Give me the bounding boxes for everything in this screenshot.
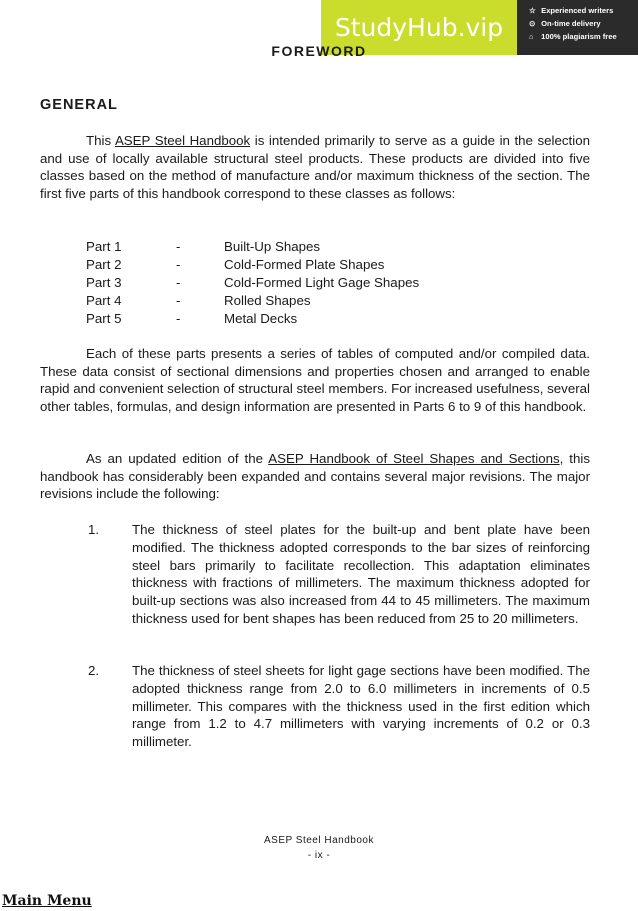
part-label: Part 4 xyxy=(86,292,122,308)
list-item: Part 4 - Rolled Shapes xyxy=(86,292,311,308)
footer-handbook-name: ASEP Steel Handbook xyxy=(264,835,374,846)
part-name: Metal Decks xyxy=(224,310,298,326)
revision-text: The thickness of steel sheets for light gage sections have been modified. The adopted thickness range from 2.0 to 6.0 millimeters in increments of 0.5 millimeter. This compares with the thickness used in the first edition which range from 1.2 to 4.7 millimeters with varying increments of 0.2 or 0.3 millimeter. xyxy=(132,663,590,750)
perk-text: Experienced writers xyxy=(541,6,614,15)
revision-text: The thickness of steel plates for the built-up and bent plate have been modified. The thickness adopted corresponds to the bar sizes of reinforcing steel bars primarily to facilitate recollection. This adaptation eliminates thickness with fractions of millimeters. The maximum thickness adopted for built-up sections was also increased from 44 to 45 millimeters. The maximum thickness used for bent shapes has been reduced from 25 to 20 millimeters. xyxy=(132,522,590,626)
perk-text: On-time delivery xyxy=(541,19,601,28)
part-label: Part 2 xyxy=(86,256,122,272)
list-item: Part 5 - Metal Decks xyxy=(86,310,298,326)
part-label: Part 3 xyxy=(86,274,122,290)
part-name: Cold-Formed Plate Shapes xyxy=(224,256,385,272)
list-item: Part 3 - Cold-Formed Light Gage Shapes xyxy=(86,274,420,290)
part-label: Part 1 xyxy=(86,239,122,254)
intro-paragraph: This ASEP Steel Handbook is intended primarily to serve as a guide in the selection and use of locally available structural steel products. These products are divided into five classes based on the method of manufacture and/or maximum thickness of the section. The first five parts of this handbook correspond to these classes as follows: xyxy=(40,133,590,201)
list-item: Part 1 - Built-Up Shapes xyxy=(86,239,321,254)
star-icon: ☆ xyxy=(529,6,536,15)
handbook-reference: ASEP Handbook of Steel Shapes and Sections xyxy=(268,451,560,466)
perk-text: 100% plagiarism free xyxy=(541,32,617,41)
handbook-reference: ASEP Steel Handbook xyxy=(114,133,251,148)
page-footer xyxy=(0,833,638,863)
revision-item xyxy=(40,662,590,751)
section-heading: GENERAL xyxy=(40,97,118,113)
studyhub-logo[interactable]: StudyHub.vip xyxy=(321,0,517,55)
perk-item xyxy=(529,30,617,43)
perk-item xyxy=(529,17,617,30)
page-number: - ix - xyxy=(307,850,331,861)
revision-item xyxy=(40,521,590,628)
data-paragraph: Each of these parts presents a series of tables of computed and/or compiled data. These data consist of sectional dimensions and properties chosen and arranged to enable rapid and convenient selection of structural steel members. For increased usefulness, several other tables, formulas, and design information are presented in Parts 6 to 9 of this handbook. xyxy=(40,346,590,414)
clock-icon: ⊙ xyxy=(529,19,536,28)
edition-paragraph: As an updated edition of the ASEP Handbook of Steel Shapes and Sections, this handbook has considerably been expanded and contains several major revisions. The major revisions include the following: xyxy=(40,451,591,502)
revision-number: 2. xyxy=(88,663,100,678)
perk-item xyxy=(529,4,617,17)
part-name: Rolled Shapes xyxy=(224,292,311,308)
main-menu-link[interactable]: Main Menu xyxy=(2,893,92,909)
part-name: Built-Up Shapes xyxy=(224,239,321,254)
parts-list xyxy=(86,238,419,328)
list-item: Part 2 - Cold-Formed Plate Shapes xyxy=(86,256,385,272)
revision-number: 1. xyxy=(88,522,100,537)
page-title: FOREWORD xyxy=(271,43,367,59)
part-name: Cold-Formed Light Gage Shapes xyxy=(224,274,420,290)
shield-icon: ⌂ xyxy=(529,32,534,41)
part-label: Part 5 xyxy=(86,310,122,326)
